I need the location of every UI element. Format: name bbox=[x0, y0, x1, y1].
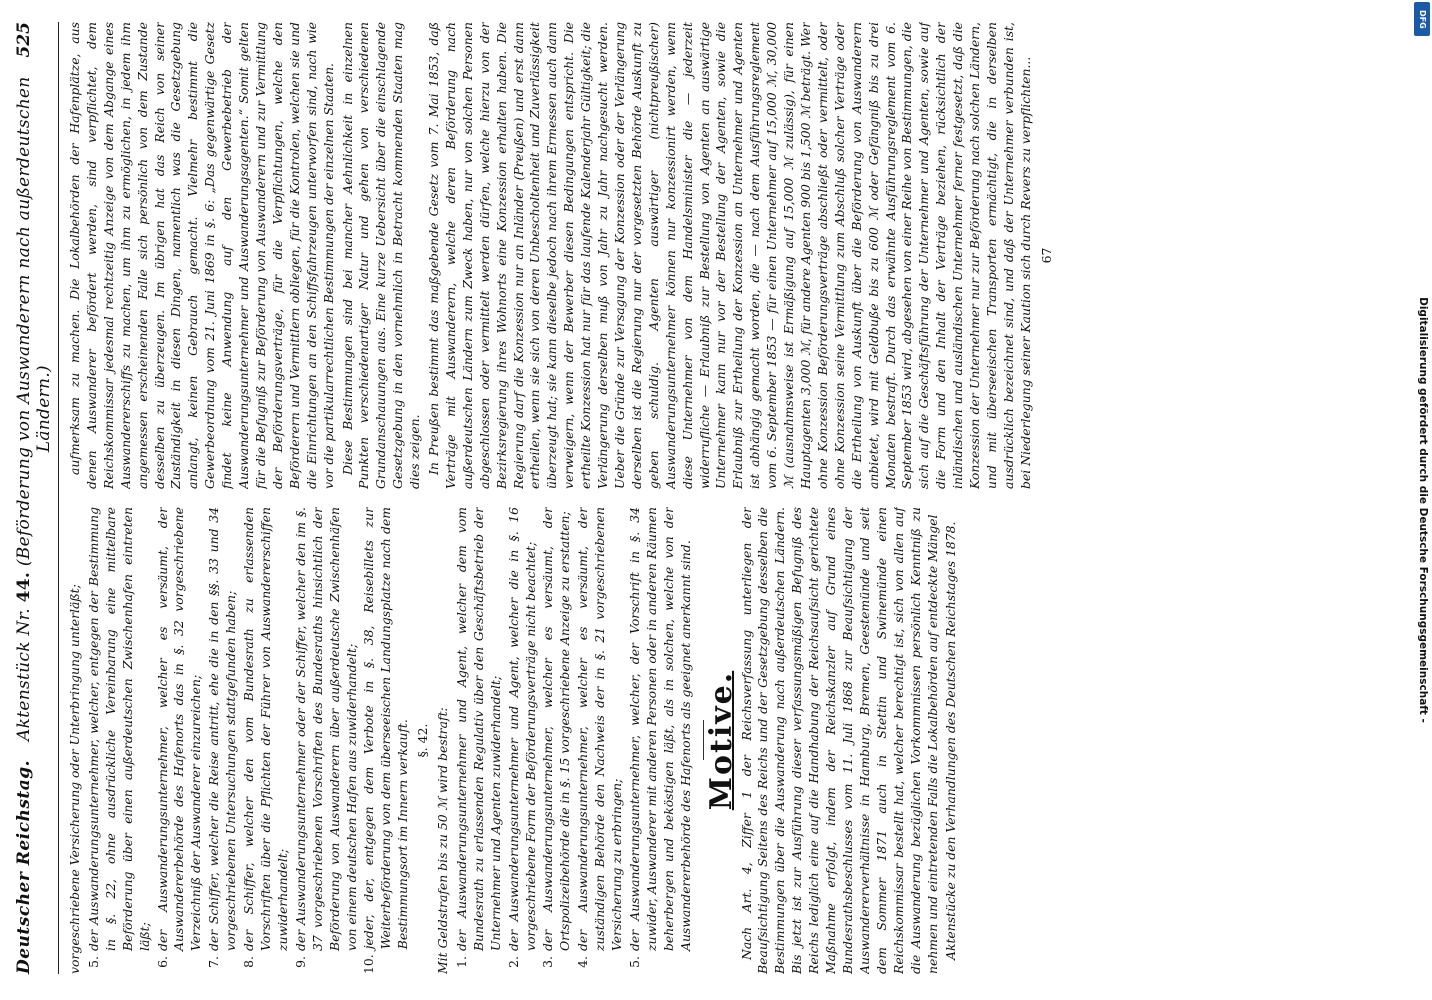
footer-reference: Aktenstücke zu den Verhandlungen des Deutschen Reichstages 1878. bbox=[943, 521, 959, 960]
list-text: der Auswanderungsunternehmer, welcher, der Vorschrift in §. 34 zuwider, Auswanderer mit anderen Personen oder in anderen Räumen beherbergen und beköstigen läßt, als in solchen, welche von der Auswandererbehörde des Hafenorts als geeignet anerkannt sind. bbox=[627, 507, 693, 951]
list-item bbox=[575, 507, 626, 974]
list-text: der Auswanderungsunternehmer, welcher es versäumt, der Auswandererbehörde des Hafenorts das in §. 32 vorgeschriebene Verzeichniß der Auswanderer einzureichen; bbox=[154, 507, 204, 951]
body-paragraph: In Preußen bestimmt das maßgebende Gesetz vom 7. Mai 1853, daß Verträge mit Auswanderern, welche deren Beförderung nach außerdeutschen Ländern zum Zweck haben, nur von solchen Personen abgeschlossen oder vermittelt werden dürfen, welche hierzu von der Bezirksregierung ihres Wohnorts eine Konzession erhalten haben. Die Regierung darf die Konzession nur an Inländer (Preußen) und erst dann ertheilen, wenn sie sich von deren Unbescholtenheit und Zuverlässigkeit überzeugt hat; sie kann dieselbe jedoch nach ihrem Ermessen auch dann verweigern, wenn der Bewerber diesen Bedingungen entspricht. Die ertheilte Konzession hat nur für das laufende Kalenderjahr Gültigkeit; die Verlängerung derselben muß von Jahr zu Jahr nachgesucht werden. Ueber die Gründe zur Versagung der Konzession oder der Verlängerung derselben ist die Regierung nur der vorgesetzten Behörde Auskunft zu geben schuldig. Agenten auswärtiger (nichtpreußischer) Auswanderungsunternehmer können nur konzessionirt werden, wenn diese Unternehmer von dem Handelsminister die — jederzeit widerrufliche — Erlaubniß zur Bestellung von Agenten an auswärtige Unternehmer kann nur vor der Bestellung der Agenten, sowie die Erlaubniß zur Ertheilung der Konzession an Unternehmer und Agenten ist abhängig gemacht worden, die — nach dem Ausführungsreglement vom 6. September 1853 — für einen Unternehmer auf 15,000 ℳ, 30,000 ℳ (ausnahmsweise ist Ermäßigung auf 15,000 ℳ zulässig), für einen Hauptagenten 3,000 ℳ, für andere Agenten 900 bis 1,500 ℳ beträgt. Wer ohne Konzession Beförderungsverträge abschließt oder vermittelt, oder ohne Konzession seine Vermittlung zum Abschluß solcher Verträge oder die Ertheilung von Auskunft über die Beförderung von Auswanderern anbietet, wird mit Geldbuße bis zu 600 ℳ oder Gefängniß bis zu drei Monaten bestraft. Durch das erwähnte Ausführungsreglement vom 6. September 1853 wird, abgesehen von einer Reihe von Bestimmungen, die sich auf die Geschäftsführung der Unternehmer und Agenten, sowie auf die Form und den Inhalt der Verträge beziehen, rücksichtlich der inländischen und ausländischen Unternehmer ferner festgesetzt, daß die Konzession der Unternehmer nur zur Beförderung nach solchen Ländern, und mit überseeischen Transporten ermächtigt, die in derselben ausdrücklich bezeichnet sind, und daß der Unternehmer verbunden ist, bei Niederlegung seiner Kaution sich durch Revers zu verpflichten... bbox=[426, 22, 1033, 489]
list-text: der Auswanderungsunternehmer, welcher, entgegen der Bestimmung in §. 22, ohne ausdrückliche Vereinbarung eine mittelbare Beförderung über einen außerdeutschen Zwischenhafen eintreten läßt; bbox=[85, 507, 152, 951]
page-header bbox=[14, 22, 59, 974]
list-item bbox=[206, 507, 240, 974]
dfg-logo: DFG bbox=[1414, 2, 1430, 36]
list-item bbox=[241, 507, 292, 974]
list-item bbox=[506, 507, 540, 974]
column-left bbox=[67, 507, 1402, 974]
list-item bbox=[155, 507, 206, 974]
motive-paragraph: Nach Art. 4, Ziffer 1 der Reichsverfassung unterliegen der Beaufsichtigung Seitens des Reichs und der Gesetzgebung desselben die Bestimmungen über die Auswanderung nach außerdeutschen Ländern. Bis jetzt ist zur Ausführung dieser verfassungsmäßigen Befugniß des Reichs lediglich eine auf die Handhabung der Reichsaufsicht gerichtete Maßnahme erfolgt, indem der Reichskanzler auf Grund eines Bundesrathsbeschlusses vom 11. Juli 1868 zur Beaufsichtigung der Auswandererverhältnisse in Hamburg, Bremen, Geestemünde und seit dem Sommer 1871 auch in Stettin und Swinemünde einen Reichskommissar bestellt hat, welcher berechtigt ist, sich von allen auf die Auswanderung bezüglichen Vorkommnissen persönlich Kenntniß zu nehmen und eintretenden Falls die Lokalbehörden auf entdeckte Mängel bbox=[738, 507, 940, 974]
header-publication: Deutscher Reichstag. bbox=[14, 759, 34, 974]
header-title bbox=[14, 58, 54, 760]
list-item bbox=[454, 507, 505, 974]
list-text: der Auswanderungsunternehmer und Agent, welcher die in §. 16 vorgeschriebene Form der Beförderungsverträge nicht beachtet; bbox=[505, 507, 538, 951]
penalty-list-42 bbox=[454, 507, 695, 974]
list-number: 9. bbox=[292, 956, 308, 968]
list-number: 1. bbox=[453, 956, 469, 968]
list-item bbox=[293, 507, 361, 974]
header-title-prefix: Aktenstück Nr. bbox=[14, 608, 34, 741]
header-document-number: 44. bbox=[14, 571, 34, 603]
list-number: 3. bbox=[540, 956, 556, 968]
list-number: 8. bbox=[241, 956, 257, 968]
list-text: jeder, der, entgegen dem Verbote in §. 38, Reisebillets zur Weiterbeförderung von dem überseeischen Landungsplatze nach dem Bestimmungsort im Innern verkauft. bbox=[361, 507, 411, 950]
list-number: 10. bbox=[361, 954, 377, 974]
list-number: 6. bbox=[154, 956, 170, 968]
list-number: 2. bbox=[505, 956, 521, 968]
list-item bbox=[627, 507, 695, 974]
list-item bbox=[361, 507, 412, 974]
penalty-list-41 bbox=[86, 507, 412, 974]
list-text: der Auswanderungsunternehmer und Agent, welcher dem vom Bundesrath zu erlassenden Regulativ über den Geschäftsbetrieb der Unternehmer und Agenten zuwiderhandelt; bbox=[453, 507, 503, 951]
body-paragraph: aufmerksam zu machen. Die Lokalbehörden der Hafenplätze, aus denen Auswanderer befördert werden, sind verpflichtet, dem Reichskommissar jedesmal rechtzeitig Anzeige von dem Abgange eines Auswandererschiffs zu machen, um ihm zu ermöglichen, in jedem ihm angemessen erscheinenden Falle sich persönlich von dem Zustande desselben zu überzeugen. Im übrigen hat das Reich von seiner Zuständigkeit in diesen Dingen, namentlich was die Gesetzgebung anlangt, keinen Gebrauch gemacht. Vielmehr bestimmt die Gewerbeordnung vom 21. Juni 1869 in §. 6: „Das gegenwärtige Gesetz findet keine Anwendung auf den Gewerbebetrieb der Auswanderungsunternehmer und Auswanderungsagenten.“ Somit gelten für die Befugniß zur Beförderung von Auswanderern und zur Vermittlung der Beförderungsverträge, für die Verpflichtungen, welche den Beförderern und Vermittlern obliegen, für die Kontrolen, welchen sie und die Einrichtungen an den Schiffsfahrzeugen unterworfen sind, nach wie vor die partikularrechtlichen Bestimmungen der einzelnen Staaten. bbox=[67, 22, 336, 489]
section-intro: Mit Geldstrafen bis zu 50 ℳ wird bestraft: bbox=[435, 707, 451, 974]
list-number: 4. bbox=[575, 956, 591, 968]
body-paragraph: Diese Bestimmungen sind bei mancher Aehnlichkeit in einzelnen Punkten verschiedenartiger Natur und gehen von verschiedenen Grundanschauungen aus. Eine kurze Uebersicht über die einschlagende Gesetzgebung in den vornehmlich in Betracht kommenden Staaten mag dies zeigen. bbox=[339, 22, 423, 489]
list-text: der Schiffer, welcher die Reise antritt, ehe die in den §§. 33 und 34 vorgeschriebenen Untersuchungen stattgefunden haben; bbox=[206, 507, 239, 951]
page-number: 525 bbox=[14, 22, 34, 58]
list-text: der Auswanderungsunternehmer, welcher es versäumt, der zuständigen Behörde den Nachweis der in §. 21 vorgeschriebenen Versicherung zu erbringen; bbox=[575, 507, 625, 951]
list-text: der Auswanderungsunternehmer oder der Schiffer, welcher den im §. 37 vorgeschriebenen Vorschriften des Bundesraths hinsichtlich der Beförderung von Auswanderern über außerdeutsche Zwischenhäfen von einem deutschen Hafen aus zuwiderhandelt; bbox=[292, 507, 359, 951]
list-number: 5. bbox=[627, 956, 642, 968]
text-columns bbox=[67, 22, 1402, 974]
section-heading: §. 42. bbox=[415, 723, 431, 758]
list-number: 5. bbox=[85, 956, 101, 968]
digitization-credit-text: Digitalisierung gefördert durch die Deutsche Forschungsgemeinschaft - bbox=[1417, 297, 1429, 723]
list-item bbox=[86, 507, 154, 974]
motive-heading: Motive. bbox=[703, 670, 739, 811]
list-item bbox=[540, 507, 574, 974]
list-number: 7. bbox=[206, 956, 222, 968]
column-right bbox=[67, 22, 1402, 489]
digitization-credit bbox=[1413, 120, 1429, 900]
page-signature: 67 bbox=[1038, 247, 1054, 264]
paragraph-lead: vorgeschriebene Versicherung oder Unterbringung unterläßt; bbox=[67, 584, 82, 974]
header-title-subject: (Beförderung von Auswanderern nach außerdeutschen Ländern.) bbox=[14, 76, 54, 567]
list-text: der Auswanderungsunternehmer, welcher es versäumt, der Ortspolizeibehörde die in §. 15 vorgeschriebene Anzeige zu erstatten; bbox=[540, 507, 573, 951]
list-text: der Schiffer, welcher den vom Bundesrath zu erlassenden Vorschriften über die Pflichten der Führer von Auswandererschiffen zuwiderhandelt; bbox=[241, 507, 290, 951]
